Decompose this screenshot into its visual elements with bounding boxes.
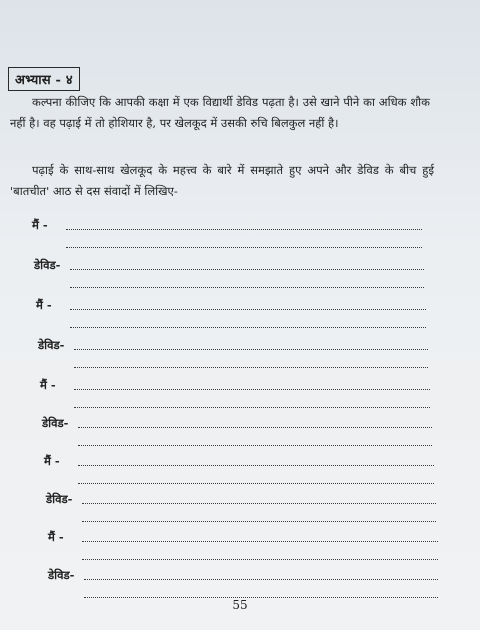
answer-line[interactable] bbox=[82, 541, 438, 542]
exercise-heading: अभ्यास - ४ bbox=[8, 67, 80, 91]
answer-line[interactable] bbox=[84, 579, 438, 580]
dialogue-row bbox=[0, 374, 480, 410]
answer-line[interactable] bbox=[74, 407, 430, 408]
dialogue-row bbox=[0, 526, 480, 562]
answer-line[interactable] bbox=[78, 483, 434, 484]
answer-line[interactable] bbox=[70, 269, 424, 270]
answer-line[interactable] bbox=[74, 389, 430, 390]
answer-line[interactable] bbox=[78, 465, 434, 466]
answer-line[interactable] bbox=[82, 521, 436, 522]
dialogue-row bbox=[0, 564, 480, 600]
speaker-label-me: मैं - bbox=[32, 218, 48, 232]
dialogue-row bbox=[0, 450, 480, 486]
dialogue-row bbox=[0, 488, 480, 524]
answer-line[interactable] bbox=[82, 503, 436, 504]
answer-line[interactable] bbox=[70, 287, 424, 288]
answer-line[interactable] bbox=[74, 367, 428, 368]
answer-line[interactable] bbox=[70, 327, 426, 328]
dialogue-row bbox=[0, 294, 480, 330]
dialogue-row bbox=[0, 412, 480, 448]
answer-line[interactable] bbox=[66, 229, 422, 230]
answer-line[interactable] bbox=[78, 427, 432, 428]
speaker-label-david: डेविड- bbox=[34, 258, 61, 272]
speaker-label-david: डेविड- bbox=[48, 568, 75, 582]
answer-line[interactable] bbox=[82, 559, 438, 560]
speaker-label-david: डेविड- bbox=[38, 338, 65, 352]
answer-line[interactable] bbox=[78, 445, 432, 446]
speaker-label-me: मैं - bbox=[44, 454, 60, 468]
answer-line[interactable] bbox=[70, 309, 426, 310]
dialogue-row bbox=[0, 214, 480, 250]
answer-line[interactable] bbox=[66, 247, 422, 248]
speaker-label-me: मैं - bbox=[36, 298, 52, 312]
exercise-paragraph-2: पढ़ाई के साथ-साथ खेलकूद के महत्त्व के बारे में समझाते हुए अपने और डेविड के बीच हुई 'बातचीत' आठ से दस संवादों में लिखिए- bbox=[10, 163, 434, 198]
speaker-label-david: डेविड- bbox=[42, 416, 69, 430]
speaker-label-me: मैं - bbox=[48, 530, 64, 544]
page-number: 55 bbox=[232, 598, 248, 612]
speaker-label-david: डेविड- bbox=[46, 492, 73, 506]
exercise-paragraph-1: कल्पना कीजिए कि आपकी कक्षा में एक विद्यार्थी डेविड पढ़ता है। उसे खाने पीने का अधिक शौक नहीं है। वह पढ़ाई में तो होशियार है, पर खेलकूद में उसकी रुचि बिलकुल नहीं है। bbox=[10, 95, 430, 130]
dialogue-row bbox=[0, 334, 480, 370]
answer-line[interactable] bbox=[74, 349, 428, 350]
dialogue-row bbox=[0, 254, 480, 290]
speaker-label-me: मैं - bbox=[40, 378, 56, 392]
